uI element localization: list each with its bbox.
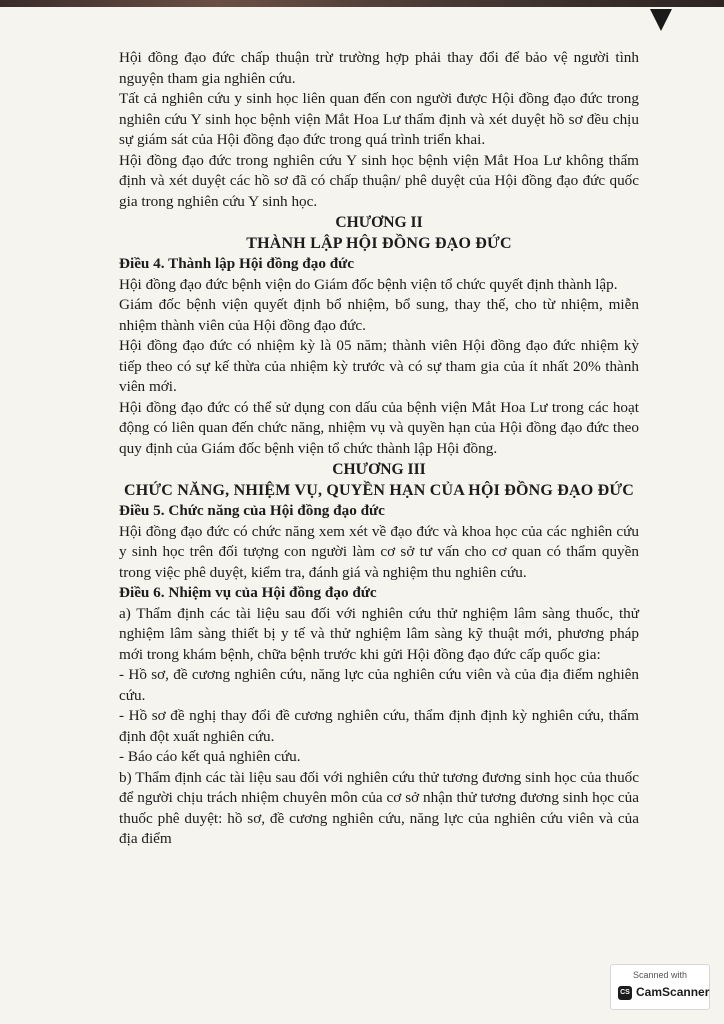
document-body: [119, 48, 639, 850]
scan-top-edge: [0, 0, 724, 7]
paragraph: Tất cả nghiên cứu y sinh học liên quan đến con người được Hội đồng đạo đức trong nghiên cứu Y sinh học bệnh viện Mắt Hoa Lư thẩm định và xét duyệt hồ sơ đều chịu sự giám sát của Hội đồng đạo đức trong quá trình triển khai.: [119, 90, 639, 148]
chapter-title: THÀNH LẬP HỘI ĐỒNG ĐẠO ĐỨC: [246, 235, 512, 252]
paragraph: b) Thẩm định các tài liệu sau đối với nghiên cứu thử tương đương sinh học của thuốc để người chịu trách nhiệm chuyên môn của cơ sở nhận thử tương đương sinh học của thuốc phê duyệt: hồ sơ, đề cương nghiên cứu, năng lực của nghiên cứu viên và của địa điểm: [119, 768, 639, 847]
watermark-caption: Scanned with: [632, 970, 688, 980]
chapter-title: CHỨC NĂNG, NHIỆM VỤ, QUYỀN HẠN CỦA HỘI ĐỒNG ĐẠO ĐỨC: [123, 482, 635, 499]
article-heading: Điều 4. Thành lập Hội đồng đạo đức: [119, 255, 355, 272]
chapter-label: CHƯƠNG II: [335, 214, 423, 231]
list-item: - Hồ sơ đề nghị thay đổi đề cương nghiên cứu, thẩm định định kỳ nghiên cứu, thẩm định đột xuất nghiên cứu.: [119, 707, 639, 745]
list-item: - Báo cáo kết quả nghiên cứu.: [119, 748, 301, 765]
paragraph: a) Thẩm định các tài liệu sau đối với nghiên cứu thử nghiệm lâm sàng thuốc, thử nghiệm lâm sàng thiết bị y tế và thử nghiệm lâm sàng kỹ thuật mới, phương pháp mới trong khám bệnh, chữa bệnh trước khi gửi Hội đồng đạo đức cấp quốc gia:: [119, 604, 639, 663]
paragraph: Hội đồng đạo đức có nhiệm kỳ là 05 năm; thành viên Hội đồng đạo đức nhiệm kỳ tiếp theo có sự kế thừa của nhiệm kỳ trước và có sự tham gia của ít nhất 20% thành viên mới.: [119, 337, 639, 395]
paragraph: Hội đồng đạo đức trong nghiên cứu Y sinh học bệnh viện Mắt Hoa Lư không thẩm định và xét duyệt các hồ sơ đã có chấp thuận/ phê duyệt của Hội đồng đạo đức quốc gia trong nghiên cứu Y sinh học.: [119, 151, 639, 210]
camscanner-watermark: [610, 964, 710, 1010]
article-heading: Điều 6. Nhiệm vụ của Hội đồng đạo đức: [119, 584, 377, 601]
paragraph: Giám đốc bệnh viện quyết định bổ nhiệm, bổ sung, thay thế, cho từ nhiệm, miễn nhiệm thành viên của Hội đồng đạo đức.: [119, 296, 639, 334]
paragraph: Hội đồng đạo đức bệnh viện do Giám đốc bệnh viện tổ chức quyết định thành lập.: [119, 275, 618, 293]
page-corner-fold: [650, 9, 672, 31]
camscanner-logo-icon: CS: [618, 986, 632, 1000]
watermark-brand: CamScanner: [636, 985, 710, 999]
list-item: - Hồ sơ, đề cương nghiên cứu, năng lực của nghiên cứu viên và của địa điểm nghiên cứu.: [119, 666, 639, 704]
paragraph: Hội đồng đạo đức chấp thuận trừ trường hợp phải thay đổi để bảo vệ người tình nguyện tham gia nghiên cứu.: [119, 49, 639, 87]
paragraph: Hội đồng đạo đức có thể sử dụng con dấu của bệnh viện Mắt Hoa Lư trong các hoạt động có liên quan đến chức năng, nhiệm vụ và quyền hạn của Hội đồng đạo đức theo quy định của Giám đốc bệnh viện tổ chức thành lập Hội đồng.: [119, 398, 639, 457]
paragraph: Hội đồng đạo đức có chức năng xem xét về đạo đức và khoa học của các nghiên cứu y sinh học trên đối tượng con người làm cơ sở tư vấn cho cơ quan có thẩm quyền trong việc phê duyệt, kiểm tra, đánh giá và nghiệm thu nghiên cứu.: [119, 522, 639, 581]
chapter-label: CHƯƠNG III: [332, 461, 426, 478]
article-heading: Điều 5. Chức năng của Hội đồng đạo đức: [119, 502, 385, 519]
